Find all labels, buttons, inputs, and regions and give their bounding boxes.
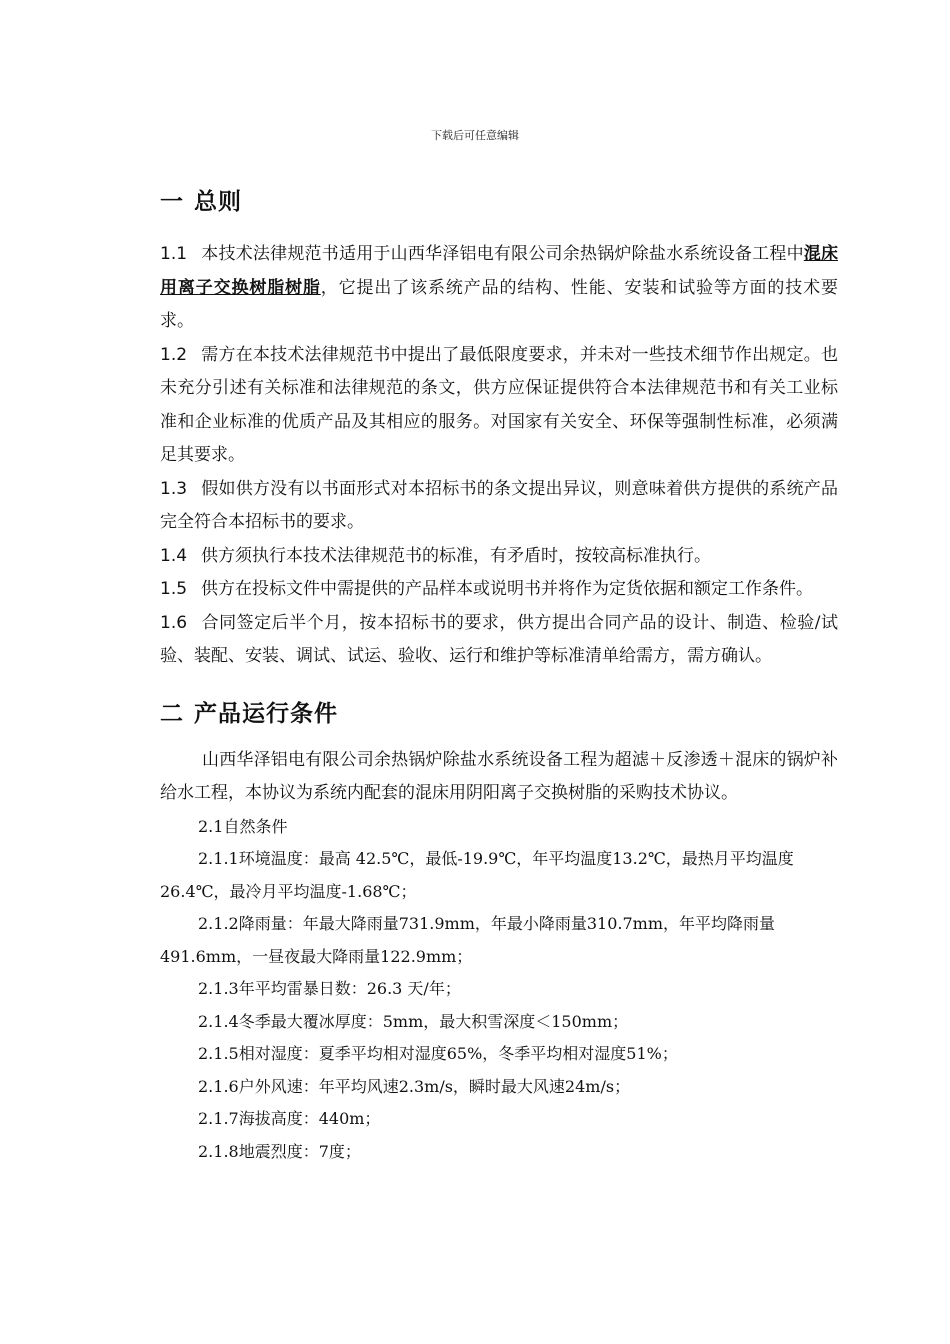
condition-item: 2.1自然条件 xyxy=(198,816,288,836)
section-number: 一 xyxy=(160,189,184,215)
clause-text: 需方在本技术法律规范书中提出了最低限度要求，并未对一些技术细节作出规定。也未充分引述有关标准和法律规范的条文，供方应保证提供符合本法律规范书和有关工业标准和企业标准的优质产品及其相应的服务。对国家有关安全、环保等强制性标准，必须满足其要求。 xyxy=(160,344,838,465)
clause-text: 假如供方没有以书面形式对本招标书的条文提出异议，则意味着供方提供的系统产品完全符合本招标书的要求。 xyxy=(160,478,838,532)
document-body xyxy=(160,184,838,1168)
section-title: 总则 xyxy=(194,189,242,215)
clause-1-5 xyxy=(160,573,838,607)
section-number: 二 xyxy=(160,700,184,727)
condition-item: 2.1.4冬季最大覆冰厚度：5mm，最大积雪深度＜150mm； xyxy=(198,1011,629,1031)
operating-conditions xyxy=(160,744,838,1169)
section-title: 产品运行条件 xyxy=(194,700,338,727)
condition-item: 2.1.5相对湿度：夏季平均相对湿度65%，冬季平均相对湿度51%； xyxy=(198,1044,678,1063)
general-clauses xyxy=(160,238,838,674)
clause-number: 1.1 xyxy=(160,244,188,264)
clause-number: 1.2 xyxy=(160,344,188,365)
header-note: 下载后可任意编辑 xyxy=(431,129,519,142)
section-heading-operating-conditions xyxy=(160,696,838,732)
condition-item: 2.1.3年平均雷暴日数：26.3 天/年； xyxy=(198,979,461,998)
clause-text: 合同签定后半个月，按本招标书的要求，供方提出合同产品的设计、制造、检验/试验、装配、安装、调试、试运、验收、运行和维护等标准清单给需方，需方确认。 xyxy=(160,612,838,666)
condition-item: 2.1.2降雨量：年最大降雨量731.9mm，年最小降雨量310.7mm，年平均降雨量491.6mm，一昼夜最大降雨量122.9mm； xyxy=(160,914,776,966)
condition-item: 2.1.8地震烈度：7度； xyxy=(198,1141,361,1161)
clause-1-6 xyxy=(160,607,838,674)
clause-1-3 xyxy=(160,473,838,540)
clause-emphasis: 混床用离子交换树脂树脂 xyxy=(160,244,839,298)
clause-number: 1.5 xyxy=(160,579,188,599)
clause-1-4 xyxy=(160,540,838,574)
clause-number: 1.6 xyxy=(160,612,188,633)
clause-number: 1.4 xyxy=(160,545,188,566)
condition-item: 2.1.1环境温度：最高 42.5℃，最低-19.9℃，年平均温度13.2℃，最热月平均温度26.4℃，最冷月平均温度-1.68℃； xyxy=(160,849,794,901)
clause-number: 1.3 xyxy=(160,478,188,499)
condition-item: 2.1.6户外风速：年平均风速2.3m/s，瞬时最大风速24m/s； xyxy=(198,1076,631,1096)
section-intro: 山西华泽铝电有限公司余热锅炉除盐水系统设备工程为超滤＋反渗透＋混床的锅炉补给水工程，本协议为系统内配套的混床用阴阳离子交换树脂的采购技术协议。 xyxy=(160,749,838,803)
condition-item: 2.1.7海拔高度：440m； xyxy=(198,1109,381,1128)
clause-text: 本技术法律规范书适用于山西华泽铝电有限公司余热锅炉除盐水系统设备工程中 xyxy=(201,244,804,264)
clause-1-1 xyxy=(160,238,838,339)
clause-text: ，它提出了该系统产品的结构、性能、安装和试验等方面的技术要求。 xyxy=(160,277,839,331)
clause-text: 供方在投标文件中需提供的产品样本或说明书并将作为定货依据和额定工作条件。 xyxy=(201,579,814,599)
clause-text: 供方须执行本技术法律规范书的标准，有矛盾时，按较高标准执行。 xyxy=(201,545,712,566)
clause-1-2 xyxy=(160,339,838,473)
section-heading-general xyxy=(160,184,838,220)
